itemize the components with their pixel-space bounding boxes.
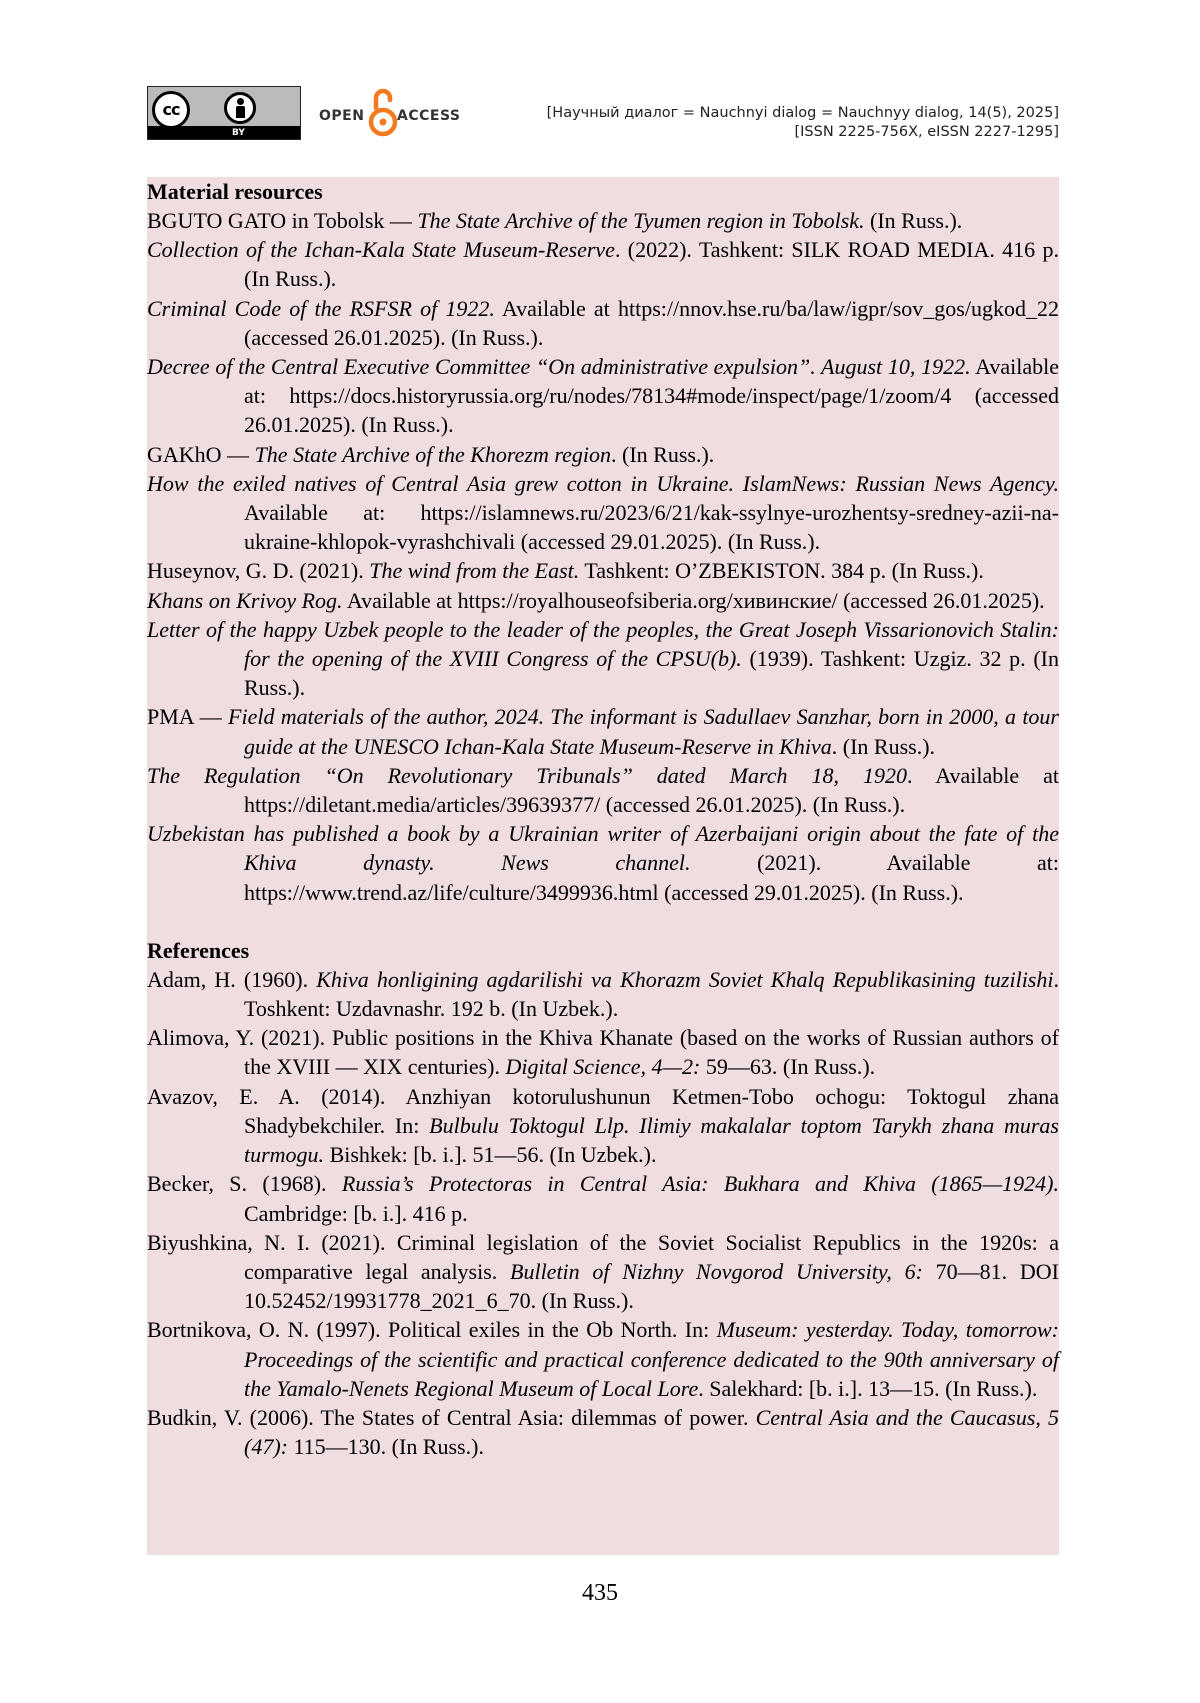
bibliography-entry xyxy=(147,206,1059,235)
references-heading: References xyxy=(147,936,1059,965)
entry-title-italic: The State Archive of the Khorezm region xyxy=(255,442,611,467)
entry-text: Adam, H. (1960). xyxy=(147,967,316,992)
open-access-text-open: OPEN xyxy=(319,108,364,124)
bibliography-entry xyxy=(147,1228,1059,1316)
entry-title-italic: Russia’s Protectoras in Central Asia: Bukhara and Khiva (1865—1924). xyxy=(342,1171,1059,1196)
entry-text: . Toshkent: Uzdavnashr. 192 b. (In Uzbek.). xyxy=(244,967,1059,1021)
entry-text: 59—63. (In Russ.). xyxy=(700,1054,875,1079)
entry-title-italic: Decree of the Central Executive Committee “On administrative expulsion”. August 10, 1922. xyxy=(147,354,971,379)
entry-text: Becker, S. (1968). xyxy=(147,1171,342,1196)
page-header xyxy=(147,86,1059,142)
entry-text: Available at: https://docs.historyrussia.org/ru/nodes/78134#mode/inspect/page/1/zoom/4 (accessed 26.01.2025). (In Russ.). xyxy=(244,354,1059,437)
entry-text: GAKhO — xyxy=(147,442,255,467)
entry-text: . Salekhard: [b. i.]. 13—15. (In Russ.). xyxy=(698,1376,1037,1401)
bibliography-entry xyxy=(147,235,1059,293)
entry-text: Tashkent: O’ZBEKISTON. 384 p. (In Russ.). xyxy=(579,558,984,583)
bibliography-entry xyxy=(147,469,1059,557)
entry-title-italic: Bulletin of Nizhny Novgorod University, 6: xyxy=(510,1259,923,1284)
entry-text: 115—130. (In Russ.). xyxy=(288,1434,484,1459)
journal-citation xyxy=(547,104,1059,142)
entry-title-italic: Uzbekistan has published a book by a Ukrainian writer of Azerbaijani origin about the fate of the Khiva dynasty. News channel. xyxy=(147,821,1059,875)
entry-title-italic: Collection of the Ichan-Kala State Museum-Reserve xyxy=(147,237,615,262)
entry-title-italic: The State Archive of the Tyumen region in Tobolsk. xyxy=(417,208,864,233)
entry-title-italic: Digital Science, 4—2: xyxy=(505,1054,700,1079)
entry-title-italic: Field materials of the author, 2024. The informant is Sadullaev Sanzhar, born in 2000, a tour guide at the UNESCO Ichan-Kala State Museum-Reserve in Khiva xyxy=(228,704,1059,758)
entry-text: . (In Russ.). xyxy=(832,734,935,759)
open-access-lock-icon xyxy=(367,86,399,140)
bibliography-entry xyxy=(147,1315,1059,1403)
by-attribution-icon xyxy=(224,92,256,124)
bibliography-entry xyxy=(147,586,1059,615)
entry-text: Available at https://royalhouseofsiberia.org/хивинские/ (accessed 26.01.2025). xyxy=(343,588,1045,613)
bibliography-entry xyxy=(147,1403,1059,1461)
entry-title-italic: The Regulation “On Revolutionary Tribunals” dated March 18, 1920 xyxy=(147,763,907,788)
entry-title-italic: Central Asia and the Caucasus, 5 (47): xyxy=(244,1405,1059,1459)
cc-by-license-badge[interactable] xyxy=(147,86,301,140)
material-resources-list xyxy=(147,206,1059,907)
entry-title-italic: Khiva honligining agdarilishi va Khorazm Soviet Khalq Republikasining tuzilishi xyxy=(316,967,1053,992)
entry-text: (In Russ.). xyxy=(865,208,963,233)
license-bar xyxy=(148,126,300,139)
material-resources-heading: Material resources xyxy=(147,177,1059,206)
entry-text: (1939). Tashkent: Uzgiz. 32 p. (In Russ.). xyxy=(244,646,1059,700)
entry-title-italic: How the exiled natives of Central Asia grew cotton in Ukraine. IslamNews: Russian News Agency. xyxy=(147,471,1059,496)
bibliography-entry xyxy=(147,1169,1059,1227)
bibliography-entry xyxy=(147,761,1059,819)
entry-text: . (2022). Tashkent: SILK ROAD MEDIA. 416 p. (In Russ.). xyxy=(244,237,1059,291)
entry-text: Bishkek: [b. i.]. 51—56. (In Uzbek.). xyxy=(324,1142,656,1167)
entry-text: PMA — xyxy=(147,704,228,729)
bibliography-entry xyxy=(147,965,1059,1023)
entry-text: Budkin, V. (2006). The States of Central Asia: dilemmas of power. xyxy=(147,1405,756,1430)
entry-text: Biyushkina, N. I. (2021). Criminal legislation of the Soviet Socialist Republics in the 1920s: a comparative legal analysis. xyxy=(147,1230,1059,1284)
citation-line-2: [ISSN 2225-756X, eISSN 2227-1295] xyxy=(547,123,1059,142)
license-label: BY xyxy=(232,128,245,138)
open-access-logo xyxy=(319,86,479,140)
entry-title-italic: Letter of the happy Uzbek people to the leader of the peoples, the Great Joseph Vissarionovich Stalin: for the opening of the XVIII Congress of the CPSU(b). xyxy=(147,617,1059,671)
entry-text: Available at: https://islamnews.ru/2023/6/21/kak-ssylnye-urozhentsy-sredney-azii-na-ukraine-khlopok-vyrashchivali (accessed 29.01.2025). (In Russ.). xyxy=(244,500,1059,554)
bibliography-entry xyxy=(147,556,1059,585)
bibliography-block xyxy=(147,177,1059,1555)
bibliography-entry xyxy=(147,819,1059,907)
entry-text: Cambridge: [b. i.]. 416 p. xyxy=(244,1201,468,1226)
entry-title-italic: Criminal Code of the RSFSR of 1922. xyxy=(147,296,495,321)
page-number: 435 xyxy=(0,1580,1200,1607)
bibliography-entry xyxy=(147,352,1059,440)
entry-text: Bortnikova, O. N. (1997). Political exiles in the Ob North. In: xyxy=(147,1317,717,1342)
citation-line-1: [Научный диалог = Nauchnyi dialog = Nauchnyy dialog, 14(5), 2025] xyxy=(547,104,1059,123)
open-access-text-access: ACCESS xyxy=(397,108,460,124)
entry-text: 70—81. DOI 10.52452/19931778_2021_6_70. (In Russ.). xyxy=(244,1259,1059,1313)
bibliography-entry xyxy=(147,1023,1059,1081)
entry-text: (2021). Available at: https://www.trend.az/life/culture/3499936.html (accessed 29.01.2025). (In Russ.). xyxy=(244,850,1059,904)
entry-text: BGUTO GATO in Tobolsk — xyxy=(147,208,417,233)
entry-text: Huseynov, G. D. (2021). xyxy=(147,558,369,583)
entry-title-italic: Bulbulu Toktogul Llp. Ilimiy makalalar toptom Tarykh zhana muras turmogu. xyxy=(244,1113,1059,1167)
entry-text: Available at https://nnov.hse.ru/ba/law/igpr/sov_gos/ugkod_22 (accessed 26.01.2025). (In Russ.). xyxy=(244,296,1059,350)
entry-title-italic: Museum: yesterday. Today, tomorrow: Proceedings of the scientific and practical conference dedicated to the 90th anniversary of the Yamalo-Nenets Regional Museum of Local Lore xyxy=(244,1317,1059,1400)
references-list xyxy=(147,965,1059,1461)
bibliography-entry xyxy=(147,1082,1059,1170)
entry-text: Avazov, E. A. (2014). Anzhiyan kotorulushunun Ketmen-Tobo ochogu: Toktogul zhana Shadybekchiler. In: xyxy=(147,1084,1059,1138)
entry-text: Alimova, Y. (2021). Public positions in the Khiva Khanate (based on the works of Russian authors of the XVIII — XIX centuries). xyxy=(147,1025,1059,1079)
journal-page xyxy=(0,0,1200,1703)
entry-text: . (In Russ.). xyxy=(611,442,714,467)
bibliography-entry xyxy=(147,294,1059,352)
bibliography-entry xyxy=(147,615,1059,703)
entry-title-italic: The wind from the East. xyxy=(369,558,579,583)
bibliography-entry xyxy=(147,702,1059,760)
section-spacer xyxy=(147,907,1059,936)
entry-title-italic: Khans on Krivoy Rog. xyxy=(147,588,343,613)
entry-text: . Available at https://diletant.media/articles/39639377/ (accessed 26.01.2025). (In Russ.). xyxy=(244,763,1059,817)
creative-commons-icon: cc xyxy=(152,91,190,129)
bibliography-entry xyxy=(147,440,1059,469)
